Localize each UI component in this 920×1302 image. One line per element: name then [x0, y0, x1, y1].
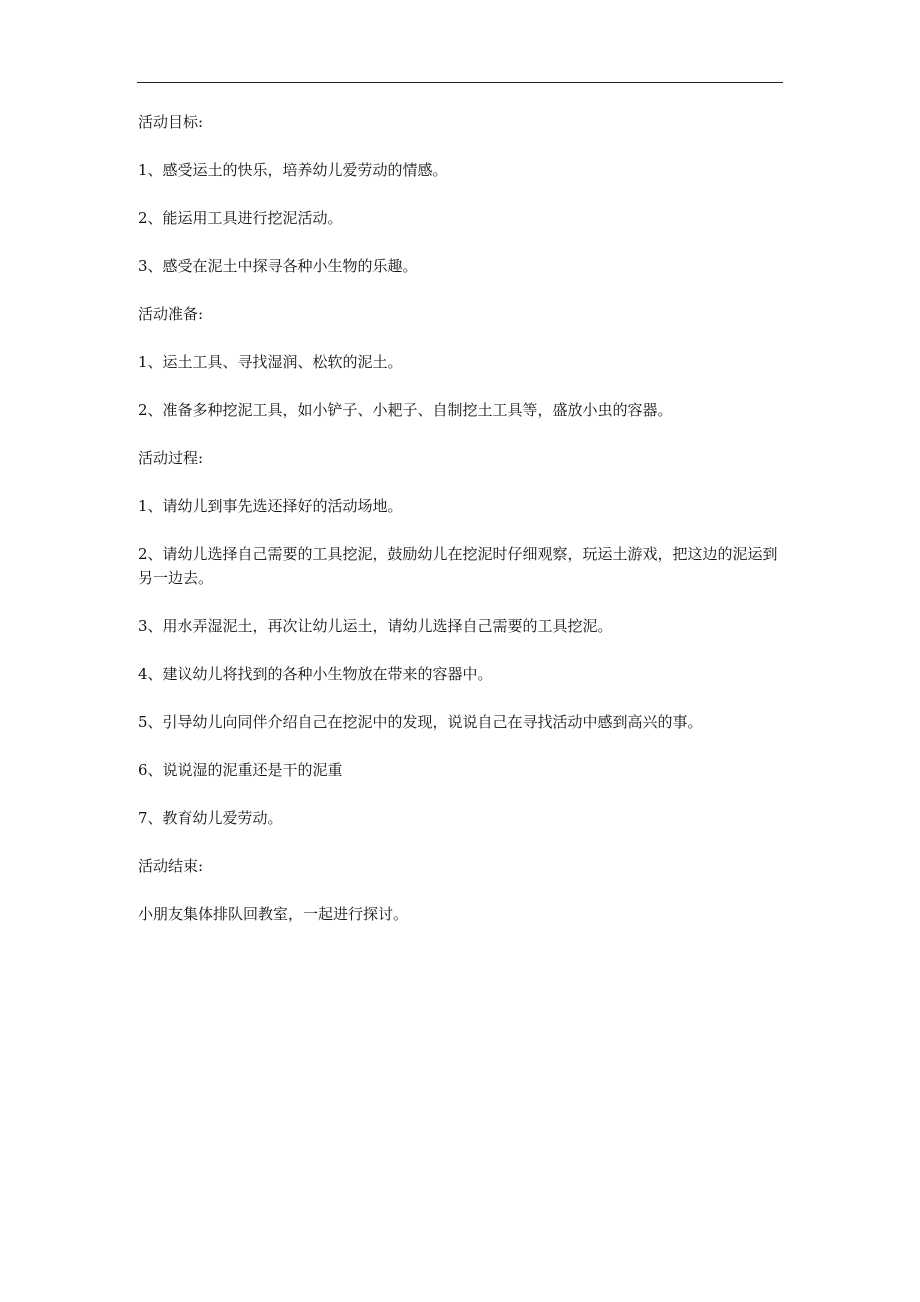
document-body [138, 110, 786, 950]
objective-item: 1、感受运土的快乐，培养幼儿爱劳动的情感。 [138, 161, 448, 179]
objective-item: 2、能运用工具进行挖泥活动。 [138, 209, 343, 227]
process-item: 2、请幼儿选择自己需要的工具挖泥，鼓励幼儿在挖泥时仔细观察，玩运土游戏，把这边的泥运到另一边去。 [138, 545, 778, 587]
preparation-item: 2、准备多种挖泥工具，如小铲子、小耙子、自制挖土工具等，盛放小虫的容器。 [138, 401, 673, 419]
section-heading-objectives: 活动目标: [138, 113, 204, 131]
preparation-item: 1、运土工具、寻找湿润、松软的泥土。 [138, 353, 403, 371]
process-item: 1、请幼儿到事先选还择好的活动场地。 [138, 497, 403, 515]
section-heading-process: 活动过程: [138, 449, 204, 467]
objective-item: 3、感受在泥土中探寻各种小生物的乐趣。 [138, 257, 418, 275]
process-item: 5、引导幼儿向同伴介绍自己在挖泥中的发现，说说自己在寻找活动中感到高兴的事。 [138, 713, 703, 731]
process-item: 6、说说湿的泥重还是干的泥重 [138, 761, 343, 779]
conclusion-item: 小朋友集体排队回教室，一起进行探讨。 [138, 905, 409, 923]
process-item: 3、用水弄湿泥土，再次让幼儿运土，请幼儿选择自己需要的工具挖泥。 [138, 617, 613, 635]
process-item: 4、建议幼儿将找到的各种小生物放在带来的容器中。 [138, 665, 493, 683]
header-rule [137, 82, 783, 83]
process-item: 7、教育幼儿爱劳动。 [138, 809, 283, 827]
section-heading-preparation: 活动准备: [138, 305, 204, 323]
section-heading-conclusion: 活动结束: [138, 857, 204, 875]
